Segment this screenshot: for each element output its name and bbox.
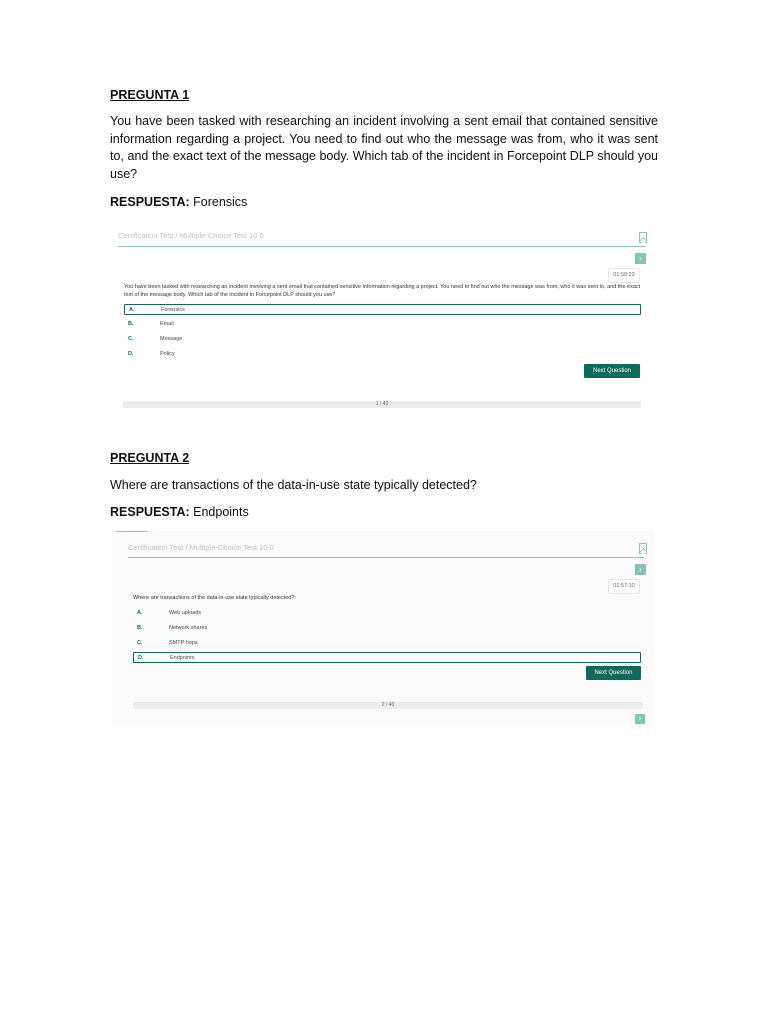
option-label: Forensics [161, 307, 185, 313]
breadcrumb: Certification Test / Multiple-Choice Test 10.0 [128, 543, 274, 552]
quiz-screenshot-2 [112, 531, 654, 726]
option-label: Network shares [169, 625, 208, 631]
option-a[interactable] [124, 304, 641, 315]
option-a[interactable] [133, 608, 641, 619]
option-letter: B. [137, 625, 143, 631]
question-text: You have been tasked with researching an incident involving a sent email that contained sensitive information regarding a project. You need to find out who the message was from, who it was sent to, and the exact text of the message body. Which tab of the incident in Forcepoint DLP should you use? [124, 284, 641, 298]
option-letter: C. [128, 336, 134, 342]
option-letter: B. [128, 321, 134, 327]
q2-answer-label: RESPUESTA: [110, 505, 190, 519]
option-label: Web uploads [169, 610, 202, 616]
q1-answer [110, 195, 247, 209]
option-letter: D. [138, 655, 144, 661]
timer: 01:58:23 [608, 268, 640, 283]
next-arrow-icon-bottom[interactable]: › [635, 714, 645, 724]
progress-bar: 1 / 40 [123, 401, 641, 408]
breadcrumb: Certification Test / Multiple-Choice Test 10.0 [118, 231, 264, 240]
header-divider [118, 246, 646, 247]
option-label: Email [160, 321, 174, 327]
option-letter: C. [137, 640, 143, 646]
next-arrow-icon[interactable]: › [635, 253, 646, 264]
quiz-screenshot-1 [114, 224, 650, 414]
q2-text: Where are transactions of the data-in-use state typically detected? [110, 478, 477, 492]
progress-bar: 2 / 40 [133, 702, 643, 709]
option-d[interactable] [133, 652, 641, 663]
q1-answer-value: Forensics [193, 195, 248, 209]
bookmark-icon[interactable] [639, 232, 647, 243]
timer: 01:57:10 [608, 579, 640, 594]
q2-heading: PREGUNTA 2 [110, 451, 190, 465]
next-question-button[interactable]: Next Question [584, 364, 640, 378]
top-accent-line [116, 531, 148, 532]
option-c[interactable] [133, 638, 641, 649]
option-b[interactable] [133, 623, 641, 634]
option-letter: A. [137, 610, 143, 616]
next-arrow-icon[interactable]: › [635, 564, 646, 575]
option-label: SMTP hops [169, 640, 198, 646]
next-question-button[interactable]: Next Question [586, 666, 641, 680]
q2-answer-value: Endpoints [193, 505, 249, 519]
option-letter: A. [129, 307, 135, 313]
option-letter: D. [128, 351, 134, 357]
bookmark-icon[interactable] [639, 543, 647, 554]
option-b[interactable] [124, 319, 641, 330]
q1-answer-label: RESPUESTA: [110, 195, 190, 209]
option-label: Message [160, 336, 183, 342]
q1-text: You have been tasked with researching an incident involving a sent email that contained sensitive information regarding a project. You need to find out who the message was from, who it was sent to, and the exact text of the message body. Which tab of the incident in Forcepoint DLP should you use? [110, 114, 658, 181]
header-divider [128, 557, 644, 558]
option-d[interactable] [124, 349, 641, 360]
option-label: Policy [160, 351, 175, 357]
q1-heading: PREGUNTA 1 [110, 88, 190, 102]
option-label: Endpoints [170, 655, 195, 661]
question-text: Where are transactions of the data-in-use state typically detected? [133, 595, 295, 601]
q2-answer [110, 505, 249, 519]
option-c[interactable] [124, 334, 641, 345]
